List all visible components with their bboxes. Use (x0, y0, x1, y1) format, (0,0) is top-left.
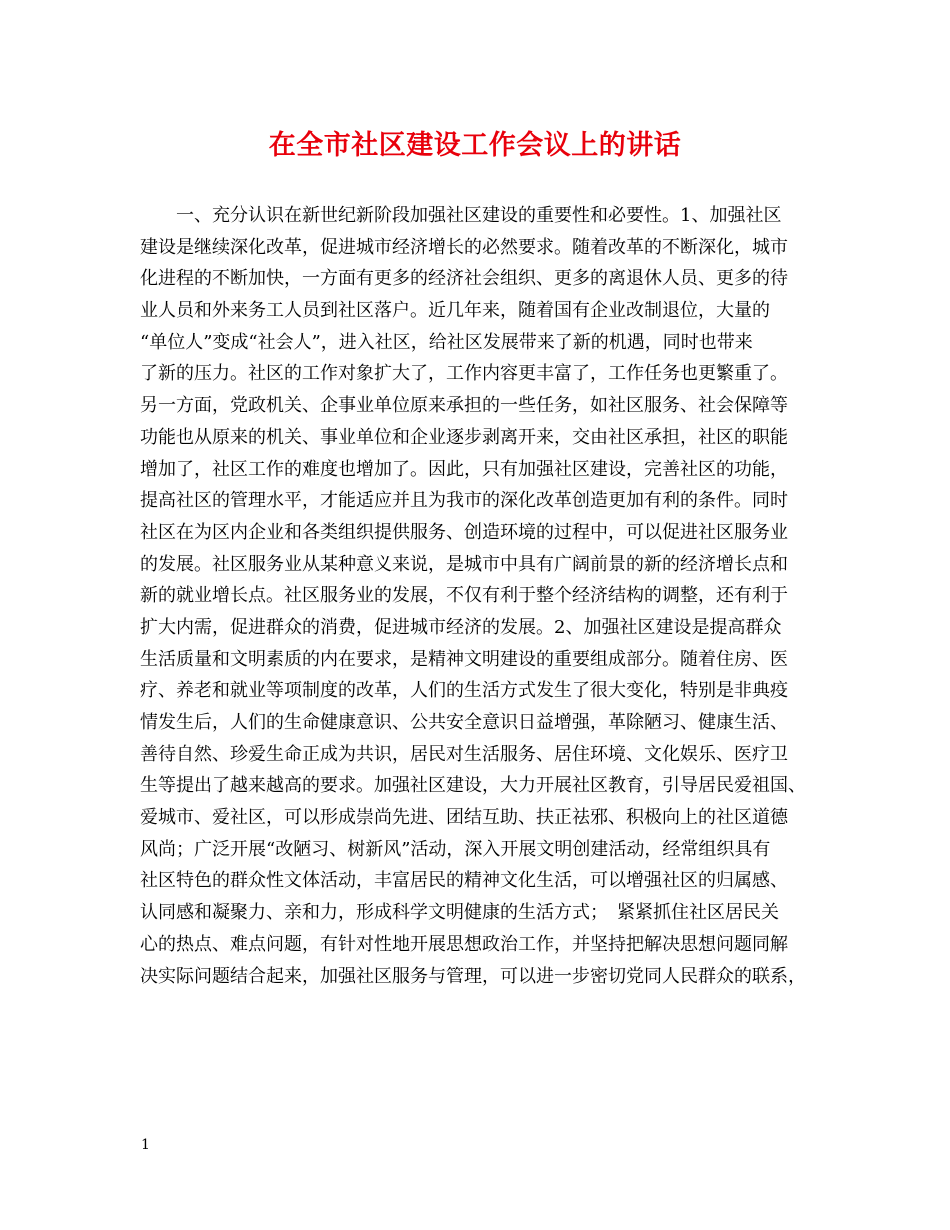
body-line: 生等提出了越来越高的要求。加强社区建设，大力开展社区教育，引导居民爱祖国、 (140, 775, 806, 797)
page-number: 1 (141, 1137, 150, 1153)
body-line: 化进程的不断加快，一方面有更多的经济社会组织、更多的离退休人员、更多的待 (140, 268, 788, 290)
body-line: 功能也从原来的机关、事业单位和企业逐步剥离开来，交由社区承担，社区的职能 (140, 426, 788, 448)
body-line: 爱城市、爱社区，可以形成崇尚先进、团结互助、扶正祛邪、积极向上的社区道德 (140, 807, 788, 829)
body-line: 风尚；广泛开展“改陋习、树新风”活动，深入开展文明创建活动，经常组织具有 (140, 838, 771, 860)
body-line: 社区在为区内企业和各类组织提供服务、创造环境的过程中，可以促进社区服务业 (140, 521, 788, 543)
body-line: 提高社区的管理水平，才能适应并且为我市的深化改革创造更加有利的条件。同时 (140, 490, 788, 512)
body-line: 新的就业增长点。社区服务业的发展，不仅有利于整个经济结构的调整，还有利于 (140, 585, 788, 607)
document-body (140, 200, 830, 992)
body-line: 情发生后，人们的生命健康意识、公共安全意识日益增强，革除陋习、健康生活、 (140, 712, 788, 733)
body-line: 扩大内需，促进群众的消费，促进城市经济的发展。2、加强社区建设是提高群众 (140, 616, 782, 638)
body-line: 增加了，社区工作的难度也增加了。因此，只有加强社区建设，完善社区的功能， (140, 458, 788, 480)
body-line: 一、充分认识在新世纪新阶段加强社区建设的重要性和必要性。1、加强社区 (140, 205, 782, 226)
body-line: 决实际问题结合起来，加强社区服务与管理，可以进一步密切党同人民群众的联系， (140, 965, 806, 987)
document-title: 在全市社区建设工作会议上的讲话 (268, 130, 682, 161)
body-line: 认同感和凝聚力、亲和力，形成科学文明健康的生活方式； 紧紧抓住社区居民关 (140, 902, 779, 924)
body-line: 另一方面，党政机关、企事业单位原来承担的一些任务，如社区服务、社会保障等 (140, 395, 788, 417)
body-line: 的发展。社区服务业从某种意义来说，是城市中具有广阔前景的新的经济增长点和 (140, 553, 788, 575)
body-line: 生活质量和文明素质的内在要求，是精神文明建设的重要组成部分。随着住房、医 (140, 648, 788, 670)
body-line: “单位人”变成“社会人”，进入社区，给社区发展带来了新的机遇，同时也带来 (140, 331, 753, 353)
body-line: 业人员和外来务工人员到社区落户。近几年来，随着国有企业改制退位，大量的 (140, 300, 770, 322)
body-line: 善待自然、珍爱生命正成为共识，居民对生活服务、居住环境、文化娱乐、医疗卫 (140, 743, 788, 765)
body-line: 了新的压力。社区的工作对象扩大了，工作内容更丰富了，工作任务也更繁重了。 (140, 363, 788, 385)
body-line: 疗、养老和就业等项制度的改革，人们的生活方式发生了很大变化，特别是非典疫 (140, 680, 788, 702)
body-line: 心的热点、难点问题，有针对性地开展思想政治工作，并坚持把解决思想问题同解 (140, 933, 788, 955)
body-line: 社区特色的群众性文体活动，丰富居民的精神文化生活，可以增强社区的归属感、 (140, 870, 788, 892)
body-line: 建设是继续深化改革，促进城市经济增长的必然要求。随着改革的不断深化，城市 (140, 236, 788, 258)
